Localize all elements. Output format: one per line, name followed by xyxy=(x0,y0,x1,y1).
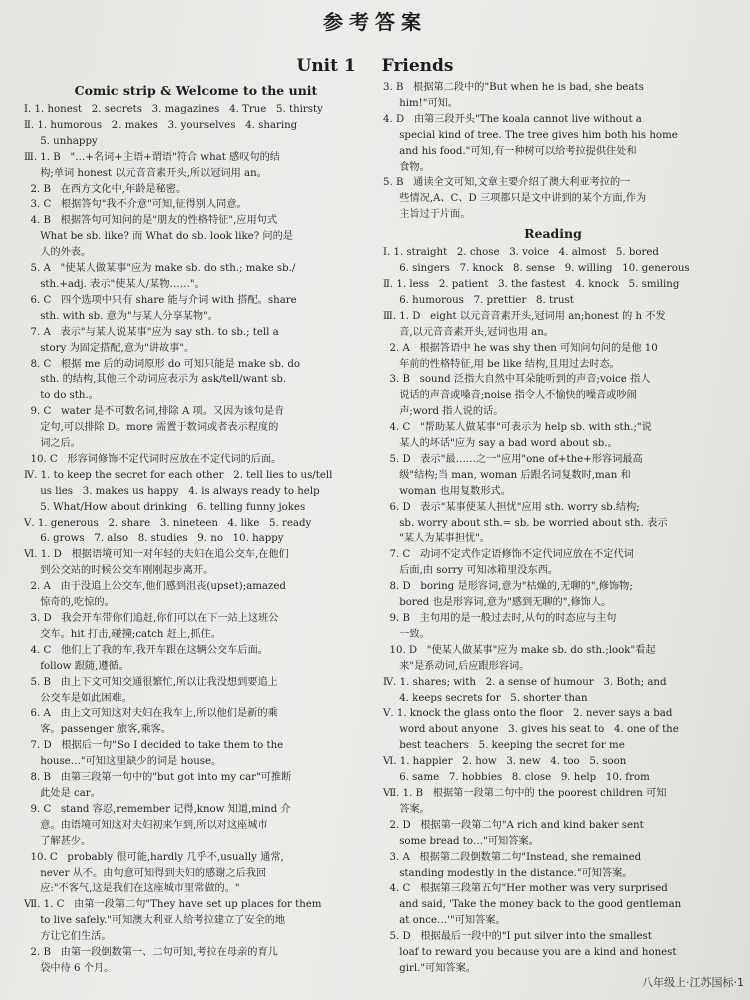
answer-line: 来"是系动词,后应跟形容词。 xyxy=(383,660,530,672)
answer-line: some bread to…"可知答案。 xyxy=(383,835,539,847)
answer-line: 声;word 指人说的话。 xyxy=(383,406,504,418)
answer-line: 3. B sound 泛指大自然中耳朵能听到的声音;voice 指人 xyxy=(383,374,651,386)
answer-line: 2. D 根据第一段第二句"A rich and kind baker sent xyxy=(383,819,644,831)
answer-line: 5. B 由上下文可知交通很繁忙,所以让我没想到要追上 xyxy=(24,676,278,688)
answer-line: 4. C 他们上了我的车,我开车跟在这辆公交车后面。 xyxy=(24,644,268,656)
section-heading-reading: Reading xyxy=(524,226,582,242)
answer-line: 7. A 表示"与某人说某事"应为 say sth. to sb.; tell a xyxy=(24,326,279,338)
section-heading-comic-strip: Comic strip & Welcome to the unit xyxy=(74,83,318,98)
answer-line: and his food."可知,有一种树可以给考拉提供住处和 xyxy=(383,145,637,157)
answer-line: 音,以元音音素开头,冠词也用 an。 xyxy=(383,326,554,338)
answer-line: Ⅰ. 1. honest 2. secrets 3. magazines 4. True 5. thirsty xyxy=(24,104,323,115)
answer-line: sth. 的结构,其他三个动词应表示为 ask/tell/want sb. xyxy=(24,374,287,386)
answer-line: 10. C probably 很可能,hardly 几乎不,usually 通常, xyxy=(24,851,284,863)
answer-line: at once…'"可知答案。 xyxy=(383,915,506,927)
answer-line: 一致。 xyxy=(383,628,430,640)
answer-line: 9. C water 是不可数名词,排除 A 项。又因为该句是肯 xyxy=(24,406,285,418)
answer-line: 方让它们生活。 xyxy=(24,931,112,943)
answer-line: 词之后。 xyxy=(24,438,81,450)
reading-answers xyxy=(383,245,723,977)
answer-line: Ⅵ. 1. D 根据语境可知一对年轻的夫妇在追公交车,在他们 xyxy=(24,549,289,561)
answer-line: Ⅶ. 1. C 由第一段第二句"They have set up places for them xyxy=(24,899,322,911)
answer-line: house…"可知这里缺少的词是 house。 xyxy=(24,756,222,768)
answer-line: woman 也用复数形式。 xyxy=(383,485,511,497)
answer-line: 2. A 由于没追上公交车,他们感到沮丧(upset);amazed xyxy=(24,581,286,593)
answer-line: us lies 3. makes us happy 4. is always ready to help xyxy=(24,485,320,497)
answer-line: 食物。 xyxy=(383,161,430,173)
answer-line: 6. singers 7. knock 8. sense 9. willing 10. generous xyxy=(383,263,690,275)
answer-line: Ⅰ. 1. straight 2. chose 3. voice 4. almost 5. bored xyxy=(383,247,659,259)
answer-line: Ⅳ. 1. to keep the secret for each other 2. tell lies to us/tell xyxy=(24,469,333,481)
unit-name: Friends xyxy=(381,56,454,76)
answer-line: 4. C 根据第三段第五句"Her mother was very surprised xyxy=(383,883,668,895)
answer-line: 6. grows 7. also 8. studies 9. no 10. happy xyxy=(24,533,284,545)
answer-line: 8. D boring 是形容词,意为"枯燥的,无聊的",修饰物; xyxy=(383,581,633,593)
answer-line: 2. B 在西方文化中,年龄是秘密。 xyxy=(24,183,187,195)
answer-line: 6. humorous 7. prettier 8. trust xyxy=(383,294,574,306)
answer-line: 9. C stand 容忍,remember 记得,know 知道,mind 介 xyxy=(24,803,291,815)
answer-line: 5. D 根据最后一段中的"I put silver into the smallest xyxy=(383,931,652,943)
answer-line: 些情况,A、C、D 三项都只是文中讲到的某个方面,作为 xyxy=(383,193,647,205)
answer-line: 8. C 根据 me 后的动词原形 do 可知只能是 make sb. do xyxy=(24,358,300,370)
answer-line: 5. B 通读全文可知,文章主要介绍了澳大利亚考拉的一 xyxy=(383,177,631,189)
answer-line: loaf to reward you because you are a kind and honest xyxy=(383,947,677,959)
answer-line: Ⅶ. 1. B 根据第一段第二句中的 the poorest children 可知 xyxy=(383,787,667,799)
answer-line: 到公交站的时候公交车刚刚起步离开。 xyxy=(24,565,214,577)
answer-line: 3. A 根据第二段倒数第二句"Instead, she remained xyxy=(383,851,642,863)
answer-line: 5. D 表示"最……之一"应用"one of+the+形容词最高 xyxy=(383,453,643,465)
answer-line: 5. unhappy xyxy=(24,135,98,147)
answer-line: sth.+adj. 表示"使某人/某物……"。 xyxy=(24,278,205,290)
answer-line: 6. C 四个选项中只有 share 能与介词 with 搭配。share xyxy=(24,294,297,306)
answer-line: sb. worry about sth.= sb. be worried about sth. 表示 xyxy=(383,517,668,529)
answer-line: 构;单词 honest 以元音音素开头,所以冠词用 an。 xyxy=(24,167,267,179)
answer-line: standing modestly in the distance."可知答案。 xyxy=(383,867,633,879)
answer-line: 7. D 根据后一句"So I decided to take them to the xyxy=(24,740,284,752)
left-column xyxy=(24,80,368,977)
answer-line: 定句,可以排除 D。more 需置于数词或者表示程度的 xyxy=(24,422,279,434)
answer-line: best teachers 5. keeping the secret for me xyxy=(383,740,625,752)
answer-line: 7. C 动词不定式作定语修饰不定代词应放在不定代词 xyxy=(383,549,634,561)
answer-line: to do sth.。 xyxy=(24,390,99,402)
answer-line: 4. keeps secrets for 5. shorter than xyxy=(383,692,588,704)
answer-line: 客。passenger 旅客,乘客。 xyxy=(24,724,172,736)
answer-line: follow 跟随,遵循。 xyxy=(24,660,129,672)
answer-line: 5. A "使某人做某事"应为 make sb. do sth.; make sb./ xyxy=(24,263,296,275)
answer-line: 后面,由 sorry 可知冰箱里没东西。 xyxy=(383,565,559,577)
answer-line: 3. D 我会开车带你们追赶,你们可以在下一站上这班公 xyxy=(24,613,279,624)
answer-line: 6. A 由上文可知这对夫妇在我车上,所以他们是新的乘 xyxy=(24,708,278,720)
answer-line: 9. B 主句用的是一般过去时,从句的时态应与主句 xyxy=(383,613,617,624)
answer-line: 公交车是如此困难。 xyxy=(24,692,132,704)
answer-line: 袋中待 6 个月。 xyxy=(24,962,115,974)
answer-line: to live safely."可知澳大利亚人给考拉建立了安全的地 xyxy=(24,915,286,927)
page-footer: 八年级上·江苏国标·1 xyxy=(642,976,744,989)
answer-line: Ⅲ. 1. D eight 以元音音素开头,冠词用 an;honest 的 h 不发 xyxy=(383,310,666,322)
unit-label: Unit 1 xyxy=(296,56,356,76)
answer-line: 2. B 由第一段倒数第一、二句可知,考拉在母亲的育儿 xyxy=(24,947,278,959)
answer-line: story 为固定搭配,意为"讲故事"。 xyxy=(24,342,195,354)
answer-line: 8. B 由第三段第一句中的"but got into my car"可推断 xyxy=(24,772,292,784)
answer-line: 6. D 表示"某事使某人担忧"应用 sth. worry sb.结构; xyxy=(383,501,640,513)
answer-line: 了解甚少。 xyxy=(24,835,92,847)
answer-line: bored 也是形容词,意为"感到无聊的",修饰人。 xyxy=(383,597,612,609)
page-title: 参考答案 xyxy=(323,10,427,34)
answer-line: special kind of tree. The tree gives him both his home xyxy=(383,129,678,141)
answer-line: 说话的声音或嗓音;noise 指令人不愉快的噪音或吵闹 xyxy=(383,390,637,402)
answer-line: sth. with sb. 意为"与某人分享某物"。 xyxy=(24,310,218,322)
answer-line: Ⅴ. 1. knock the glass onto the floor 2. never says a bad xyxy=(383,708,673,720)
answer-line: 答案。 xyxy=(383,803,430,815)
answer-line: 此处是 car。 xyxy=(24,787,101,799)
answer-line: and said, 'Take the money back to the good gentleman xyxy=(383,899,682,911)
answer-line: 2. A 根据答语中 he was shy then 可知问句问的是他 10 xyxy=(383,342,658,354)
answer-line: 10. C 形容词修饰不定代词时应放在不定代词的后面。 xyxy=(24,453,282,465)
answer-line: him!"可知。 xyxy=(383,97,459,109)
answer-line: word about anyone 3. gives his seat to 4. one of the xyxy=(383,724,679,736)
answer-line: 意。由语境可知这对夫妇初来乍到,所以对这座城市 xyxy=(24,819,268,831)
answer-line: 主旨过于片面。 xyxy=(383,209,471,221)
unit-heading xyxy=(0,56,750,76)
answer-line: Ⅲ. 1. B "…+名词+主语+谓语"符合 what 感叹句的结 xyxy=(24,151,280,163)
answer-line: 4. D 由第三段开头"The koala cannot live without a xyxy=(383,113,642,125)
answer-line: Ⅱ. 1. less 2. patient 3. the fastest 4. knock 5. smiling xyxy=(383,278,680,290)
answer-line: Ⅱ. 1. humorous 2. makes 3. yourselves 4. sharing xyxy=(24,119,298,131)
answer-line: 应:"不客气,这是我们在这座城市里常做的。" xyxy=(24,883,240,895)
answer-line: 某人的坏话"应为 say a bad word about sb.。 xyxy=(383,438,618,450)
answer-line: 交车。hit 打击,碰撞;catch 赶上,抓住。 xyxy=(24,628,221,640)
answer-line: 5. What/How about drinking 6. telling funny jokes xyxy=(24,501,306,513)
answer-line: 3. C 根据答句"我不介意"可知,征得别人同意。 xyxy=(24,199,247,211)
answer-line: 级"结构;当 man, woman 后跟名词复数时,man 和 xyxy=(383,469,631,481)
answer-line: Ⅴ. 1. generous 2. share 3. nineteen 4. like 5. ready xyxy=(24,517,312,529)
answer-line: 年前的性格特征,用 be like 结构,且用过去时态。 xyxy=(383,358,620,370)
answer-line: 3. B 根据第二段中的"But when he is bad, she beats xyxy=(383,82,644,93)
right-column xyxy=(383,80,723,977)
answer-line: 6. same 7. hobbies 8. close 9. help 10. from xyxy=(383,772,650,784)
answer-line: 4. B 根据答句可知问的是"朋友的性格特征",应用句式 xyxy=(24,215,278,227)
answer-line: girl."可知答案。 xyxy=(383,962,476,974)
right-top-answers xyxy=(383,80,723,223)
answer-line: 10. D "使某人做某事"应为 make sb. do sth.;look"看起 xyxy=(383,644,656,656)
answer-line: 4. C "帮助某人做某事"可表示为 help sb. with sth.;"说 xyxy=(383,422,652,434)
answer-line: 人的外表。 xyxy=(24,247,92,259)
answer-line: 惊奇的,吃惊的。 xyxy=(24,597,115,609)
answer-line: "某人为某事担忧"。 xyxy=(383,533,491,545)
answer-line: Ⅳ. 1. shares; with 2. a sense of humour 3. Both; and xyxy=(383,676,667,688)
answer-line: never 从不。由句意可知得到夫妇的感谢之后我回 xyxy=(24,867,267,879)
answer-line: Ⅵ. 1. happier 2. how 3. new 4. too 5. soon xyxy=(383,756,627,768)
answer-line: What be sb. like? 而 What do sb. look like? 问的是 xyxy=(24,231,293,243)
